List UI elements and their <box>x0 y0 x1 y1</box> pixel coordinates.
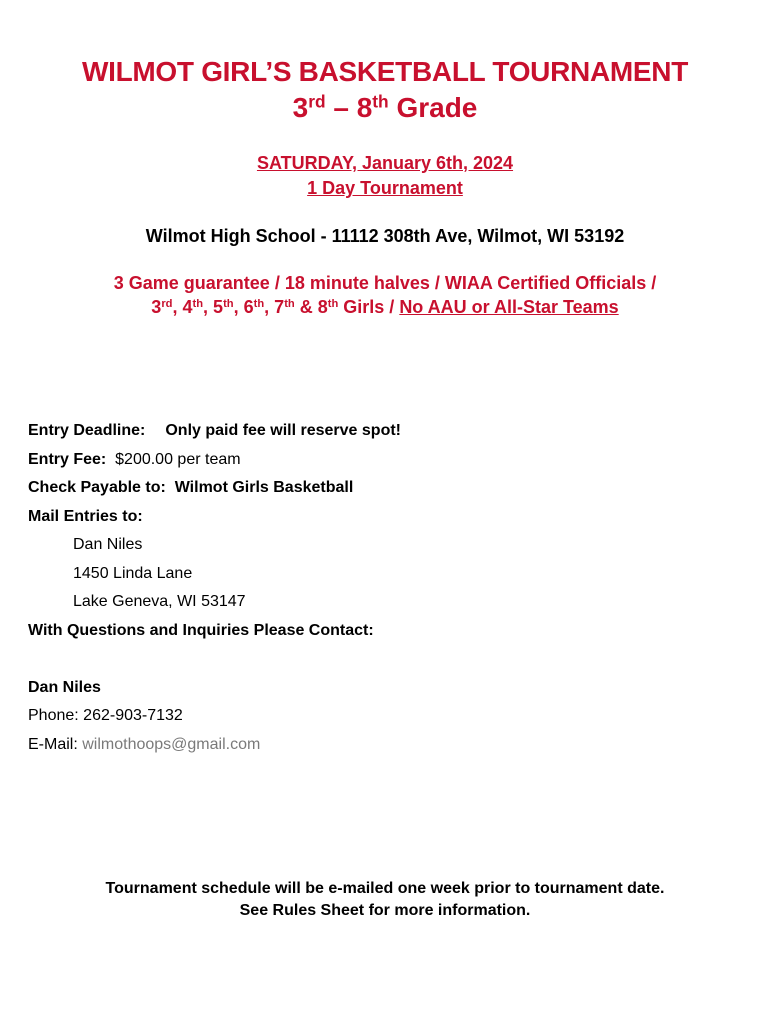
mail-street: 1450 Linda Lane <box>73 565 193 582</box>
grade-4-sep: , <box>203 297 214 317</box>
entry-fee-value: $200.00 per team <box>115 451 241 468</box>
no-aau-teams: No AAU or All-Star Teams <box>399 297 619 317</box>
grade-3-sep: , <box>172 297 183 317</box>
grade-8-suffix: th <box>327 297 339 310</box>
mail-name: Dan Niles <box>73 536 143 553</box>
grade-range-heading <box>0 92 770 124</box>
schedule-note: Tournament schedule will be e-mailed one week prior to tournament date. <box>105 880 665 897</box>
grade-3-number: 3 <box>151 297 162 317</box>
grade-3-suffix: rd <box>161 297 173 310</box>
phone-label: Phone: <box>28 707 79 724</box>
grade-start-suffix: rd <box>308 91 326 112</box>
entry-fee-label: Entry Fee: <box>28 451 107 468</box>
event-location: Wilmot High School - 11112 308th Ave, Wilmot, WI 53192 <box>145 226 625 246</box>
grade-6-suffix: th <box>253 297 265 310</box>
grade-7-suffix: th <box>284 297 295 310</box>
grade-dash: – <box>325 92 357 123</box>
email-label: E-Mail: <box>28 736 78 753</box>
entry-deadline-row <box>28 421 401 441</box>
check-payable-row <box>28 478 353 498</box>
event-date-line <box>0 153 770 174</box>
grade-end-number: 8 <box>356 92 373 123</box>
grade-4-suffix: th <box>192 297 204 310</box>
email-link[interactable]: wilmothoops@gmail.com <box>82 736 261 753</box>
check-payable-label: Check Payable to: <box>28 479 166 496</box>
rules-sheet-note: See Rules Sheet for more information. <box>239 902 531 919</box>
page-title: WILMOT GIRL’S BASKETBALL TOURNAMENT <box>82 56 688 87</box>
rules-line-1: 3 Game guarantee / 18 minute halves / WIAA Certified Officials / <box>113 273 657 293</box>
grade-5-sep: , <box>233 297 244 317</box>
entry-deadline-value: Only paid fee will reserve spot! <box>165 422 401 439</box>
grade-7-number: 7 <box>274 297 285 317</box>
mail-city: Lake Geneva, WI 53147 <box>73 593 246 610</box>
grade-start-number: 3 <box>292 92 309 123</box>
event-type: 1 Day Tournament <box>307 178 463 198</box>
entry-deadline-label: Entry Deadline: <box>28 422 146 439</box>
grade-end-suffix: th <box>372 91 389 112</box>
contact-name: Dan Niles <box>28 679 101 696</box>
grade-8-number: 8 <box>317 297 328 317</box>
rules-line-2 <box>0 297 770 318</box>
check-payable-value: Wilmot Girls Basketball <box>174 479 354 496</box>
girls-text: Girls / <box>338 297 400 317</box>
grade-5-number: 5 <box>213 297 224 317</box>
contact-email-row <box>28 735 260 755</box>
grade-4-number: 4 <box>182 297 193 317</box>
mail-entries-label: Mail Entries to: <box>28 508 143 525</box>
event-type-line <box>0 178 770 199</box>
contact-phone-row <box>28 706 183 726</box>
grade-5-suffix: th <box>223 297 234 310</box>
grade-7-sep: & <box>294 297 318 317</box>
grade-6-sep: , <box>264 297 275 317</box>
grade-6-number: 6 <box>243 297 254 317</box>
grade-label: Grade <box>388 92 478 123</box>
event-date: SATURDAY, January 6th, 2024 <box>256 153 514 173</box>
entry-fee-row <box>28 450 241 470</box>
questions-label: With Questions and Inquiries Please Contact: <box>28 622 374 639</box>
phone-number: 262-903-7132 <box>83 707 183 724</box>
